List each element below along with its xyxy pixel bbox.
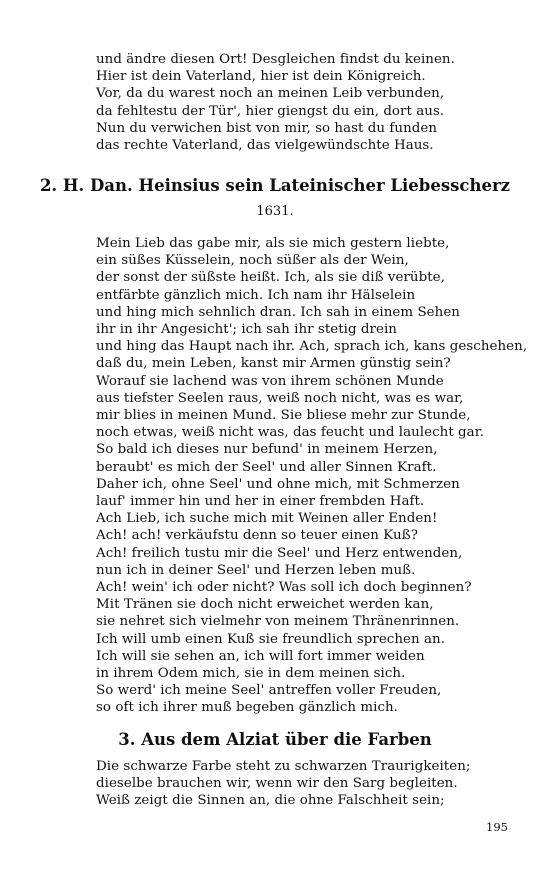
verse-line: und hing das Haupt nach ihr. Ach, sprach ich, kans geschehen, [96,339,528,355]
verse-line: Mit Tränen sie doch nicht erweichet werden kan, [96,597,434,613]
verse-line: in ihrem Odem mich, sie in dem meinen sich. [96,666,406,682]
section-3-title: 3. Aus dem Alziat über die Farben [118,730,432,749]
verse-line: lauf' immer hin und her in einer frembden Haft. [96,494,425,510]
verse-line: Mein Lieb das gabe mir, als sie mich gestern liebte, [96,236,450,251]
verse-line: Nun du verwichen bist von mir, so hast du funden [96,120,438,136]
verse-line: ihr in ihr Angesicht'; ich sah ihr stetig drein [96,322,397,338]
verse-line: Ich will umb einen Kuß sie freundlich sprechen an. [96,631,446,647]
verse-line: aus tiefster Seelen raus, weiß noch nicht, was es war, [96,390,464,406]
verse-line: das rechte Vaterland, das vielgewündschte Haus. [96,138,434,154]
verse-line: und hing mich sehnlich dran. Ich sah in einem Sehen [96,304,460,320]
verse-line: ein süßes Küsselein, noch süßer als der Wein, [96,253,409,269]
verse-line: Ach! ach! verkäufstu denn so teuer einen Kuß? [96,528,418,544]
verse-line: und ändre diesen Ort! Desgleichen findst du keinen. [96,52,455,67]
verse-line: Ach! freilich tustu mir die Seel' und Herz entwenden, [96,545,463,561]
verse-line: Daher ich, ohne Seel' und ohne mich, mit Schmerzen [96,476,460,492]
verse-line: Ach! wein' ich oder nicht? Was soll ich doch beginnen? [96,580,472,596]
verse-line: Worauf sie lachend was von ihrem schönen Munde [96,373,444,389]
verse-line: Die schwarze Farbe steht zu schwarzen Traurigkeiten; [96,759,471,774]
verse-line: noch etwas, weiß nicht was, das feucht und laulecht gar. [96,425,484,441]
verse-line: daß du, mein Leben, kanst mir Armen günstig sein? [96,356,451,372]
section-3-poem [96,758,536,810]
verse-line: Hier ist dein Vaterland, hier ist dein Königreich. [96,69,426,85]
section-2-year: 1631. [256,204,294,219]
verse-line: So werd' ich meine Seel' antreffen voller Freuden, [96,683,442,699]
verse-line: Vor, da du warest noch an meinen Leib verbunden, [96,86,445,102]
verse-line: entfärbte gänzlich mich. Ich nam ihr Hälselein [96,287,416,303]
section-2-title: 2. H. Dan. Heinsius sein Lateinischer Liebesscherz [39,176,511,195]
section-2-poem [96,235,536,717]
verse-line: So bald ich dieses nur befund' in meinem Herzen, [96,442,438,458]
verse-line: so oft ich ihrer muß begeben gänzlich mich. [96,700,398,716]
verse-line: Weiß zeigt die Sinnen an, die ohne Falschheit sein; [96,793,445,809]
verse-line: Ich will sie sehen an, ich will fort immer weiden [96,648,425,664]
page-number: 195 [486,820,508,834]
verse-line: nun ich in deiner Seel' und Herzen leben muß. [96,562,416,578]
verse-line: dieselbe brauchen wir, wenn wir den Sarg begleiten. [96,776,458,792]
verse-line: der sonst der süßste heißt. Ich, als sie diß verübte, [96,270,445,286]
verse-line: Ach Lieb, ich suche mich mit Weinen aller Enden! [96,511,438,527]
verse-line: beraubt' es mich der Seel' und aller Sinnen Kraft. [96,459,437,475]
verse-line: mir blies in meinen Mund. Sie bliese mehr zur Stunde, [96,408,471,424]
top-stanza [96,51,536,154]
verse-line: da fehltestu der Tür', hier giengst du ein, dort aus. [96,103,445,119]
verse-line: sie nehret sich vielmehr von meinem Thränenrinnen. [96,614,460,630]
